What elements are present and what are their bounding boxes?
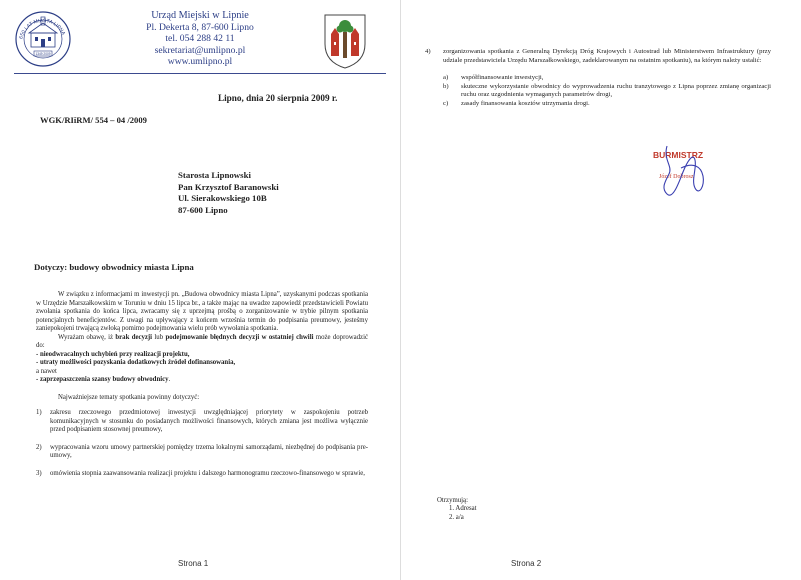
sub-list [425, 74, 771, 108]
list-number: 4) [425, 48, 431, 55]
sub-list-item [443, 74, 771, 83]
paragraph [36, 334, 368, 351]
recipient-line: Starosta Lipnowski [178, 170, 251, 180]
list-number: 1) [36, 409, 42, 416]
receiver-item: 2. a/a [449, 513, 464, 521]
recipient-address [178, 170, 279, 216]
subject-line: Dotyczy: budowy obwodnicy miasta Lipna [34, 262, 194, 272]
text-span: brak decyzji [115, 333, 153, 341]
sub-list-letter: c) [443, 99, 449, 107]
office-name: Urząd Miejski w Lipnie [151, 10, 249, 21]
sub-list-text: skuteczne wykorzystanie obwodnicy do wyprowadzenia ruchu tranzytowego z Lipna poprzez zmianę organizacji ruchu oraz uzgodnienia wymaganych parametrów drogi, [461, 82, 771, 98]
page-footer: Strona 1 [178, 559, 209, 568]
bullet: - nieodwracalnych uchybień przy realizacji projektu, [36, 350, 190, 358]
svg-text:1349 2009: 1349 2009 [35, 52, 51, 56]
list-text: zorganizowania spotkania z Generalną Dyrekcją Dróg Krajowych i Autostrad lub Ministerstwem Infrastruktury (przy udziale przedstawiciela Urzędu Marszałkowskiego, zadeklarowanym na ostatnim spotkaniu), na którym należy ustalić: [443, 48, 771, 64]
city-anniversary-logo [14, 9, 72, 71]
list-item [36, 444, 368, 461]
text-span: Wyrażam obawę, iż [58, 333, 116, 341]
receiver-item: 1. Adresat [449, 505, 477, 513]
mayor-stamp-signature [633, 142, 733, 214]
recipient-line: Ul. Sierakowskiego 10B [178, 193, 267, 204]
office-address: Pl. Dekerta 8, 87-600 Lipno [146, 21, 254, 33]
receivers [437, 497, 477, 522]
recipient-line: Pan Krzysztof Baranowski [178, 181, 279, 192]
sub-list-item [443, 100, 771, 109]
list-item [36, 470, 368, 479]
bullet: - utraty możliwości pozyskania dodatkowych źródeł dofinansowania, [36, 359, 236, 366]
text-span: może doprowadzić do: [36, 333, 368, 349]
topics-list [36, 409, 368, 478]
text-span: - zaprzepaszczenia szansy budowy obwodnicy [36, 376, 169, 383]
header-rule [14, 73, 386, 74]
list-item [36, 409, 368, 435]
reference-number: WGK/RIiRM/ 554 – 04 /2009 [40, 115, 147, 125]
paragraph: W związku z informacjami m inwestycji pn. „Budowa obwodnicy miasta Lipna”, uzyskanymi podczas spotkania w Urzędzie Marszałkowskim w Toruniu w dniu 15 lipca br., a także mając na uwadze zapowiedź przedstawicieli Powiatu zwołania spotkania do końca lipca, zwracamy się z uprzejmą prośbą o zorganizowanie w trybie pilnym spotkania potencjalnych beneficjentów. Z uwagi na upływający z końcem września termin do podpisania preumowy, jesteśmy zaniepokojeni trwającą zwłoką pomimo podejmowania wielu prób wywołania spotkania. [36, 291, 368, 332]
list-text: omówienia stopnia zaawansowania realizacji projektu i dalszego harmonogramu rzeczowo-finansowego w sprawie, [50, 469, 365, 477]
recipient-line: 87-600 Lipno [178, 204, 228, 215]
sub-list-letter: a) [443, 74, 449, 81]
bullet [36, 376, 368, 385]
list-number: 2) [36, 443, 42, 451]
letterhead [100, 10, 300, 68]
coat-of-arms-icon [322, 12, 368, 70]
text-span: lub [152, 333, 166, 341]
letter-body [36, 291, 368, 478]
list-text: zakresu rzeczowego przedmiotowej inwestycji uwzględniającej priorytety w zaspokojeniu potrzeb komunikacyjnych w stosunku do posiadanych możliwości finansowych, których zmiana jest możliwa wyłącznie przed podpisaniem stosownej preumowy, [50, 409, 368, 433]
sub-list-item [443, 83, 771, 100]
office-website: www.umlipno.pl [167, 56, 233, 67]
receivers-label: Otrzymują: [437, 497, 468, 504]
bullet-connector: a nawet [36, 367, 57, 375]
page-1 [0, 0, 400, 580]
sub-list-text: współfinansowanie inwestycji, [461, 74, 544, 81]
svg-text:650 LAT MIASTA LIPNA: 650 LAT MIASTA LIPNA [18, 17, 67, 40]
text-span: podejmowanie błędnych decyzji w ostatniej chwili [165, 333, 314, 341]
letter-date: Lipno, dnia 20 sierpnia 2009 r. [218, 93, 338, 103]
list-item [425, 48, 771, 65]
office-phone: tel. 054 288 42 11 [165, 33, 235, 44]
stamp-name: Józef Dobrosz [659, 174, 694, 180]
text-span: . [168, 376, 171, 383]
letter-body-continued [425, 48, 771, 108]
sub-list-text: zasady finansowania kosztów utrzymania drogi. [461, 99, 590, 107]
page-footer: Strona 2 [511, 559, 542, 568]
list-number: 3) [36, 469, 42, 477]
page-2 [401, 0, 801, 580]
list-text: wypracowania wzoru umowy partnerskiej pomiędzy trzema lokalnymi samorządami, niezbędnej do podpisania pre-umowy, [50, 443, 368, 459]
sub-list-letter: b) [443, 82, 449, 90]
stamp-title: BURMISTRZ [653, 150, 704, 160]
office-email: sekretariat@umlipno.pl [154, 44, 246, 56]
paragraph: Najważniejsze tematy spotkania powinny dotyczyć: [58, 393, 200, 401]
